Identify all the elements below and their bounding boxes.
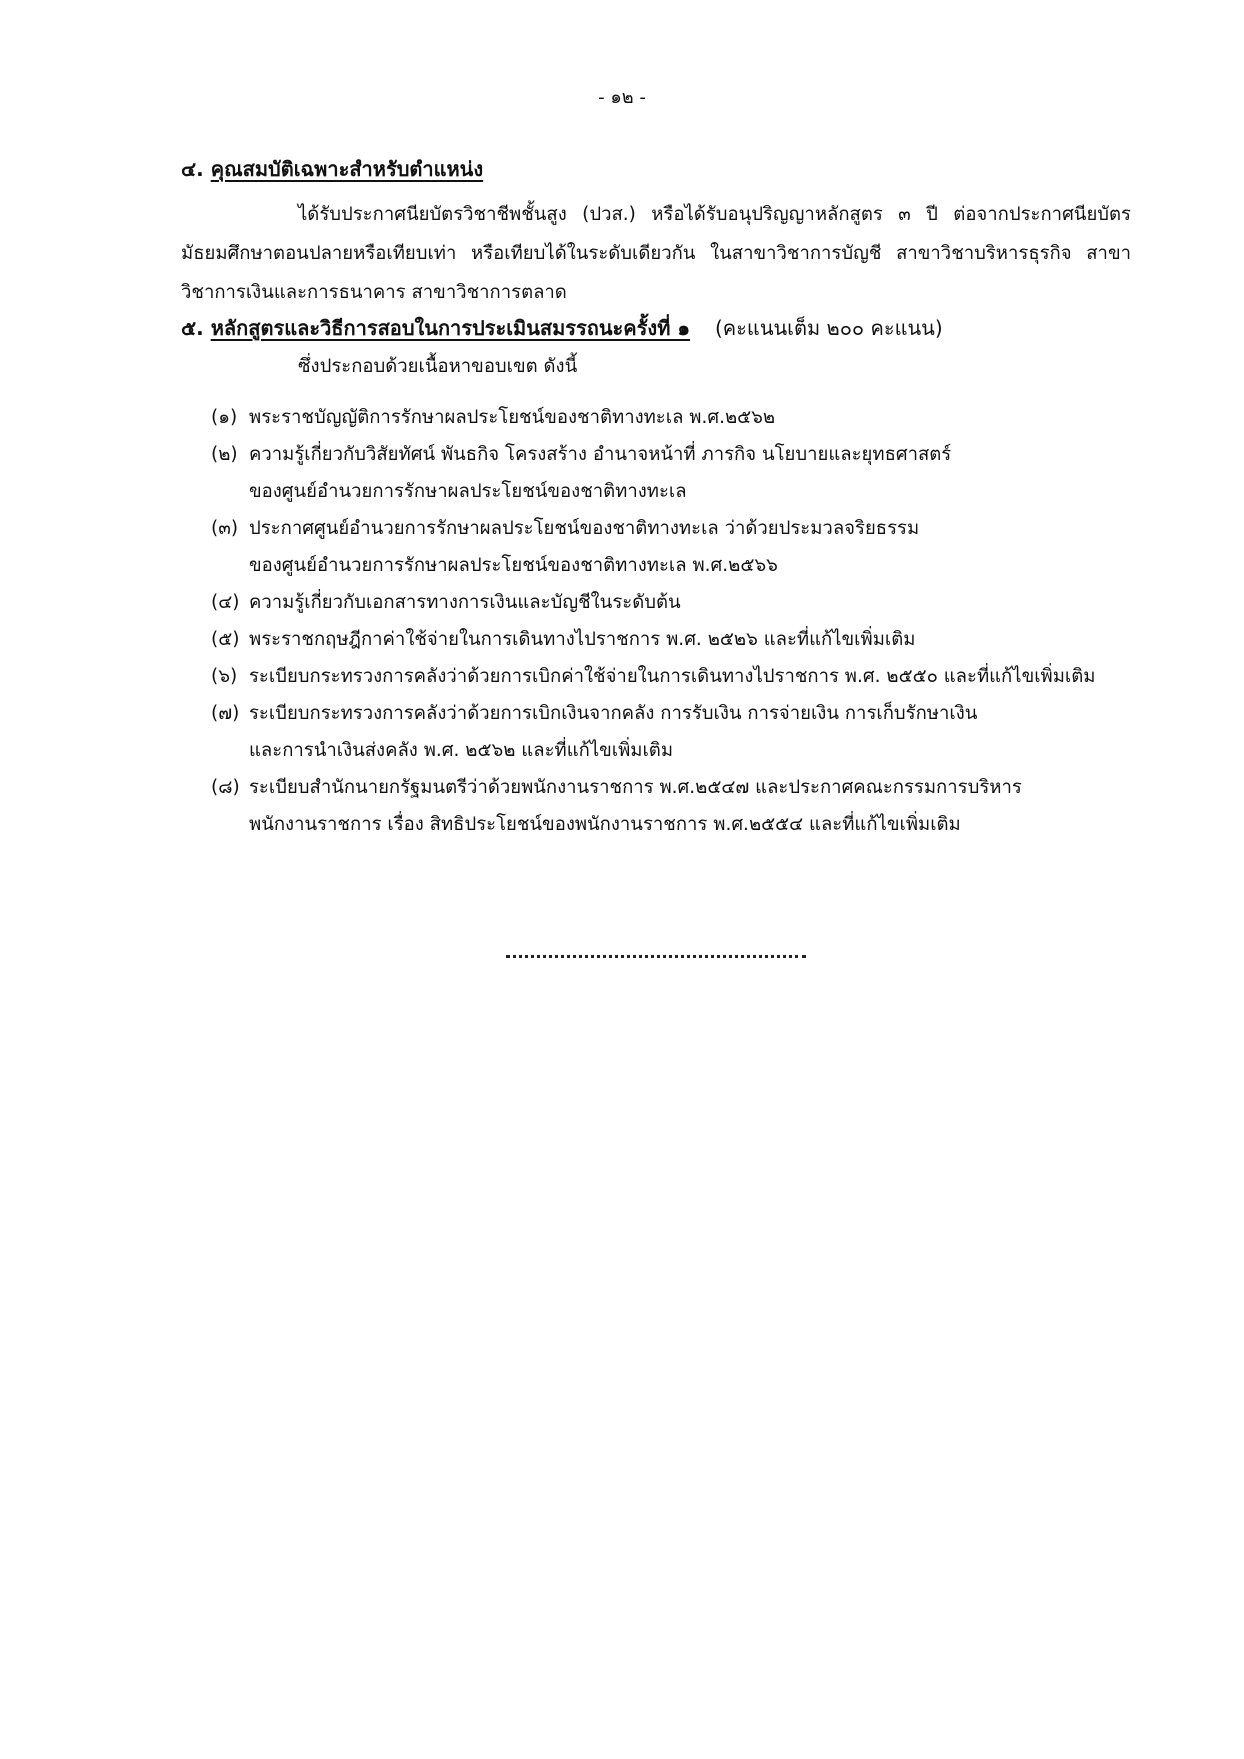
list-item-marker: (๘) (211, 777, 240, 798)
section-5-number: ๕. (181, 316, 204, 340)
list-item-text: ความรู้เกี่ยวกับเอกสารทางการเงินและบัญชีในระดับต้น (249, 592, 681, 613)
section-4-title: คุณสมบัติเฉพาะสำหรับตำแหน่ง (210, 157, 484, 181)
section-5-heading (181, 313, 943, 343)
section-4-number: ๔. (181, 157, 204, 181)
list-item-marker: (๗) (211, 703, 240, 724)
list-item-text: ประกาศศูนย์อำนวยการรักษาผลประโยชน์ของชาติทางทะเล ว่าด้วยประมวลจริยธรรม (249, 518, 920, 539)
section-5-score-note: (คะแนนเต็ม ๒๐๐ คะแนน) (715, 316, 943, 340)
end-of-section-dotted-rule (506, 955, 806, 958)
list-item-marker: (๑) (211, 407, 238, 428)
list-item-marker: (๔) (211, 592, 240, 613)
list-item-text: พระราชกฤษฎีกาค่าใช้จ่ายในการเดินทางไปราชการ พ.ศ. ๒๕๒๖ และที่แก้ไขเพิ่มเติม (249, 629, 916, 650)
list-item-text-continued: พนักงานราชการ เรื่อง สิทธิประโยชน์ของพนักงานราชการ พ.ศ.๒๕๕๔ และที่แก้ไขเพิ่มเติม (249, 814, 961, 835)
section-4-body: ได้รับประกาศนียบัตรวิชาชีพชั้นสูง (ปวส.) หรือได้รับอนุปริญญาหลักสูตร ๓ ปี ต่อจากประกาศนียบัตรมัธยมศึกษาตอนปลายหรือเทียบเท่า หรือเทียบได้ในระดับเดียวกัน ในสาขาวิชาการบัญชี สาขาวิชาบริหารธุรกิจ สาขาวิชาการเงินและการธนาคาร สาขาวิชาการตลาด (181, 204, 1131, 303)
list-item (211, 399, 1111, 436)
page-number: - ๑๒ - (598, 87, 646, 108)
list-item (211, 621, 1111, 658)
list-item-text-continued: ของศูนย์อำนวยการรักษาผลประโยชน์ของชาติทางทะเล (249, 481, 687, 502)
list-item-marker: (๕) (211, 629, 240, 650)
list-item-marker: (๖) (211, 666, 238, 687)
list-item-text-continued: และการนำเงินส่งคลัง พ.ศ. ๒๕๖๒ และที่แก้ไขเพิ่มเติม (249, 740, 674, 761)
list-item-text: ระเบียบกระทรวงการคลังว่าด้วยการเบิกค่าใช้จ่ายในการเดินทางไปราชการ พ.ศ. ๒๕๕๐ และที่แก้ไขเพิ่มเติม (249, 666, 1096, 687)
list-item (211, 584, 1111, 621)
list-item (211, 695, 1111, 769)
list-item (211, 769, 1111, 843)
section-5-intro: ซึ่งประกอบด้วยเนื้อหาขอบเขต ดังนี้ (298, 356, 578, 377)
list-item-text: พระราชบัญญัติการรักษาผลประโยชน์ของชาติทางทะเล พ.ศ.๒๕๖๒ (249, 407, 776, 428)
list-item-text: ความรู้เกี่ยวกับวิสัยทัศน์ พันธกิจ โครงสร้าง อำนาจหน้าที่ ภารกิจ นโยบายและยุทธศาสตร์ (249, 444, 952, 465)
list-item-text: ระเบียบสำนักนายกรัฐมนตรีว่าด้วยพนักงานราชการ พ.ศ.๒๕๔๗ และประกาศคณะกรรมการบริหาร (249, 777, 1022, 798)
list-item-marker: (๓) (211, 518, 239, 539)
list-item-marker: (๒) (211, 444, 238, 465)
list-item-text: ระเบียบกระทรวงการคลังว่าด้วยการเบิกเงินจากคลัง การรับเงิน การจ่ายเงิน การเก็บรักษาเงิน (249, 703, 978, 724)
section-4-heading (181, 154, 483, 184)
list-item-text-continued: ของศูนย์อำนวยการรักษาผลประโยชน์ของชาติทางทะเล พ.ศ.๒๕๖๖ (249, 555, 778, 576)
list-item (211, 658, 1111, 695)
list-item (211, 510, 1111, 584)
list-item (211, 436, 1111, 510)
exam-content-list (211, 399, 1111, 843)
section-5-title: หลักสูตรและวิธีการสอบในการประเมินสมรรถนะครั้งที่ ๑ (210, 316, 691, 340)
